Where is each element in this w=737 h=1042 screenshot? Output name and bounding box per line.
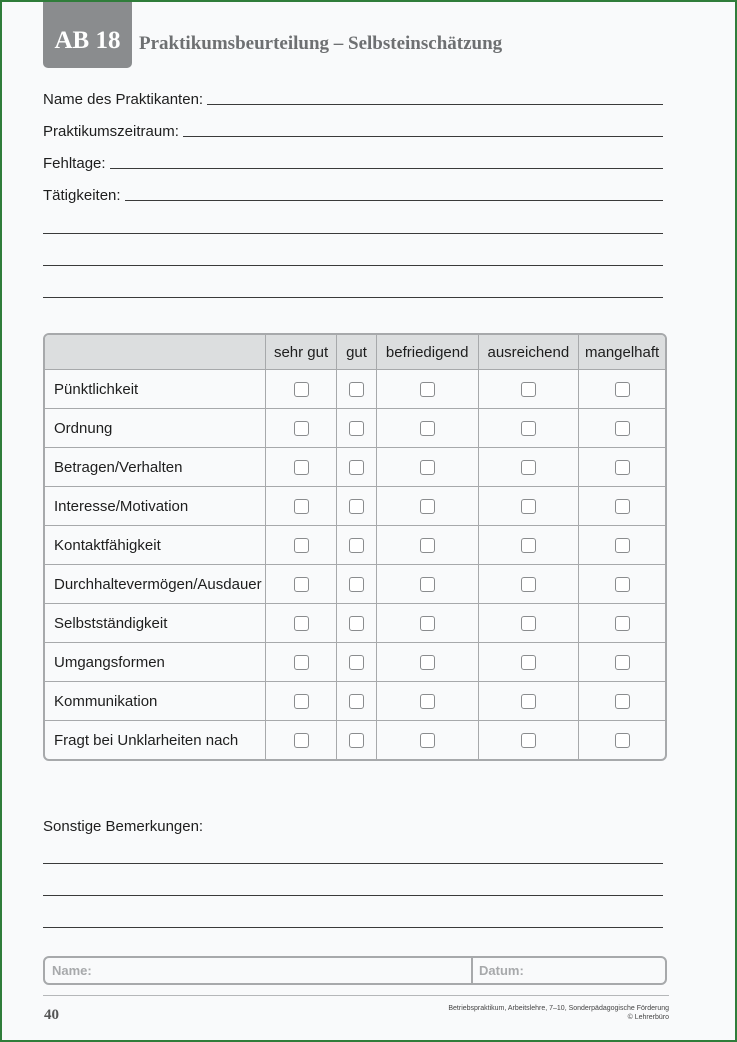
rating-checkbox[interactable] — [294, 655, 309, 670]
rating-checkbox[interactable] — [420, 733, 435, 748]
field-activities — [43, 182, 663, 204]
table-row — [45, 682, 665, 721]
rating-checkbox[interactable] — [349, 499, 364, 514]
rating-checkbox[interactable] — [420, 538, 435, 553]
column-header: mangelhaft — [579, 335, 665, 370]
rating-checkbox[interactable] — [420, 616, 435, 631]
page-number: 40 — [44, 1007, 59, 1023]
column-header: befriedigend — [377, 335, 479, 370]
remarks-line[interactable] — [43, 927, 663, 928]
criterion-label: Selbstständigkeit — [45, 604, 266, 643]
rating-checkbox[interactable] — [521, 382, 536, 397]
field-label: Tätigkeiten: — [43, 187, 121, 204]
rating-checkbox[interactable] — [521, 694, 536, 709]
rating-checkbox[interactable] — [615, 421, 630, 436]
field-label: Praktikumszeitraum: — [43, 123, 179, 140]
rating-checkbox[interactable] — [521, 538, 536, 553]
table-row — [45, 721, 665, 759]
rating-checkbox[interactable] — [420, 577, 435, 592]
table-row — [45, 526, 665, 565]
rating-checkbox[interactable] — [420, 460, 435, 475]
rating-checkbox[interactable] — [420, 499, 435, 514]
criterion-label: Pünktlichkeit — [45, 370, 266, 409]
rating-checkbox[interactable] — [420, 421, 435, 436]
field-label: Fehltage: — [43, 155, 106, 172]
rating-checkbox[interactable] — [615, 694, 630, 709]
rating-table — [43, 333, 667, 761]
rating-checkbox[interactable] — [521, 499, 536, 514]
table-row — [45, 487, 665, 526]
field-name — [43, 86, 663, 108]
absences-input-line[interactable] — [110, 168, 663, 169]
rating-checkbox[interactable] — [615, 382, 630, 397]
rating-checkbox[interactable] — [521, 655, 536, 670]
period-input-line[interactable] — [183, 136, 663, 137]
rating-checkbox[interactable] — [349, 382, 364, 397]
rating-checkbox[interactable] — [294, 694, 309, 709]
rating-checkbox[interactable] — [420, 694, 435, 709]
remarks-line[interactable] — [43, 895, 663, 896]
rating-checkbox[interactable] — [420, 382, 435, 397]
column-header: sehr gut — [266, 335, 337, 370]
field-absences — [43, 150, 663, 172]
rating-checkbox[interactable] — [521, 460, 536, 475]
rating-checkbox[interactable] — [349, 460, 364, 475]
signature-date-field[interactable]: Datum: — [479, 963, 524, 978]
table-row — [45, 370, 665, 409]
activities-line[interactable] — [43, 233, 663, 234]
signature-box — [43, 956, 667, 985]
table-row — [45, 448, 665, 487]
name-input-line[interactable] — [207, 104, 663, 105]
rating-checkbox[interactable] — [294, 382, 309, 397]
signature-name-field[interactable]: Name: — [45, 958, 473, 983]
column-header: ausreichend — [479, 335, 580, 370]
criterion-label: Interesse/Motivation — [45, 487, 266, 526]
activities-line[interactable] — [43, 265, 663, 266]
rating-checkbox[interactable] — [521, 577, 536, 592]
rating-checkbox[interactable] — [294, 538, 309, 553]
remarks-line[interactable] — [43, 863, 663, 864]
criterion-label: Fragt bei Unklarheiten nach — [45, 721, 266, 759]
rating-checkbox[interactable] — [615, 616, 630, 631]
rating-checkbox[interactable] — [615, 733, 630, 748]
rating-checkbox[interactable] — [294, 616, 309, 631]
page-title: Praktikumsbeurteilung – Selbsteinschätzung — [139, 33, 503, 54]
table-row — [45, 565, 665, 604]
rating-checkbox[interactable] — [615, 499, 630, 514]
activities-input-line[interactable] — [125, 200, 663, 201]
rating-checkbox[interactable] — [294, 733, 309, 748]
activities-line[interactable] — [43, 297, 663, 298]
rating-checkbox[interactable] — [349, 577, 364, 592]
rating-checkbox[interactable] — [521, 421, 536, 436]
worksheet-badge: AB 18 — [43, 2, 132, 68]
column-header: gut — [337, 335, 377, 370]
rating-checkbox[interactable] — [294, 499, 309, 514]
rating-checkbox[interactable] — [349, 655, 364, 670]
field-label: Name des Praktikanten: — [43, 91, 204, 108]
rating-checkbox[interactable] — [294, 460, 309, 475]
criterion-label: Umgangsformen — [45, 643, 266, 682]
rating-checkbox[interactable] — [294, 421, 309, 436]
criterion-label: Durchhaltevermögen/Ausdauer — [45, 565, 266, 604]
rating-checkbox[interactable] — [615, 460, 630, 475]
copyright-line: © Lehrerbüro — [627, 1014, 669, 1021]
rating-checkbox[interactable] — [521, 616, 536, 631]
rating-checkbox[interactable] — [615, 655, 630, 670]
field-period — [43, 118, 663, 140]
footer-credits — [448, 1004, 669, 1022]
rating-checkbox[interactable] — [349, 538, 364, 553]
rating-checkbox[interactable] — [349, 733, 364, 748]
criterion-label: Kontaktfähigkeit — [45, 526, 266, 565]
credit-line: Betriebspraktikum, Arbeitslehre, 7–10, Sonderpädagogische Förderung — [448, 1005, 669, 1012]
remarks-label: Sonstige Bemerkungen: — [43, 818, 204, 835]
table-header-row — [45, 335, 665, 370]
criterion-label: Ordnung — [45, 409, 266, 448]
rating-checkbox[interactable] — [349, 421, 364, 436]
rating-checkbox[interactable] — [615, 538, 630, 553]
rating-checkbox[interactable] — [294, 577, 309, 592]
rating-checkbox[interactable] — [349, 616, 364, 631]
criterion-label: Kommunikation — [45, 682, 266, 721]
rating-checkbox[interactable] — [615, 577, 630, 592]
table-row — [45, 409, 665, 448]
table-row — [45, 604, 665, 643]
rating-checkbox[interactable] — [521, 733, 536, 748]
header-corner — [45, 335, 266, 370]
table-row — [45, 643, 665, 682]
rating-checkbox[interactable] — [420, 655, 435, 670]
criterion-label: Betragen/Verhalten — [45, 448, 266, 487]
footer-divider — [43, 995, 669, 996]
rating-checkbox[interactable] — [349, 694, 364, 709]
